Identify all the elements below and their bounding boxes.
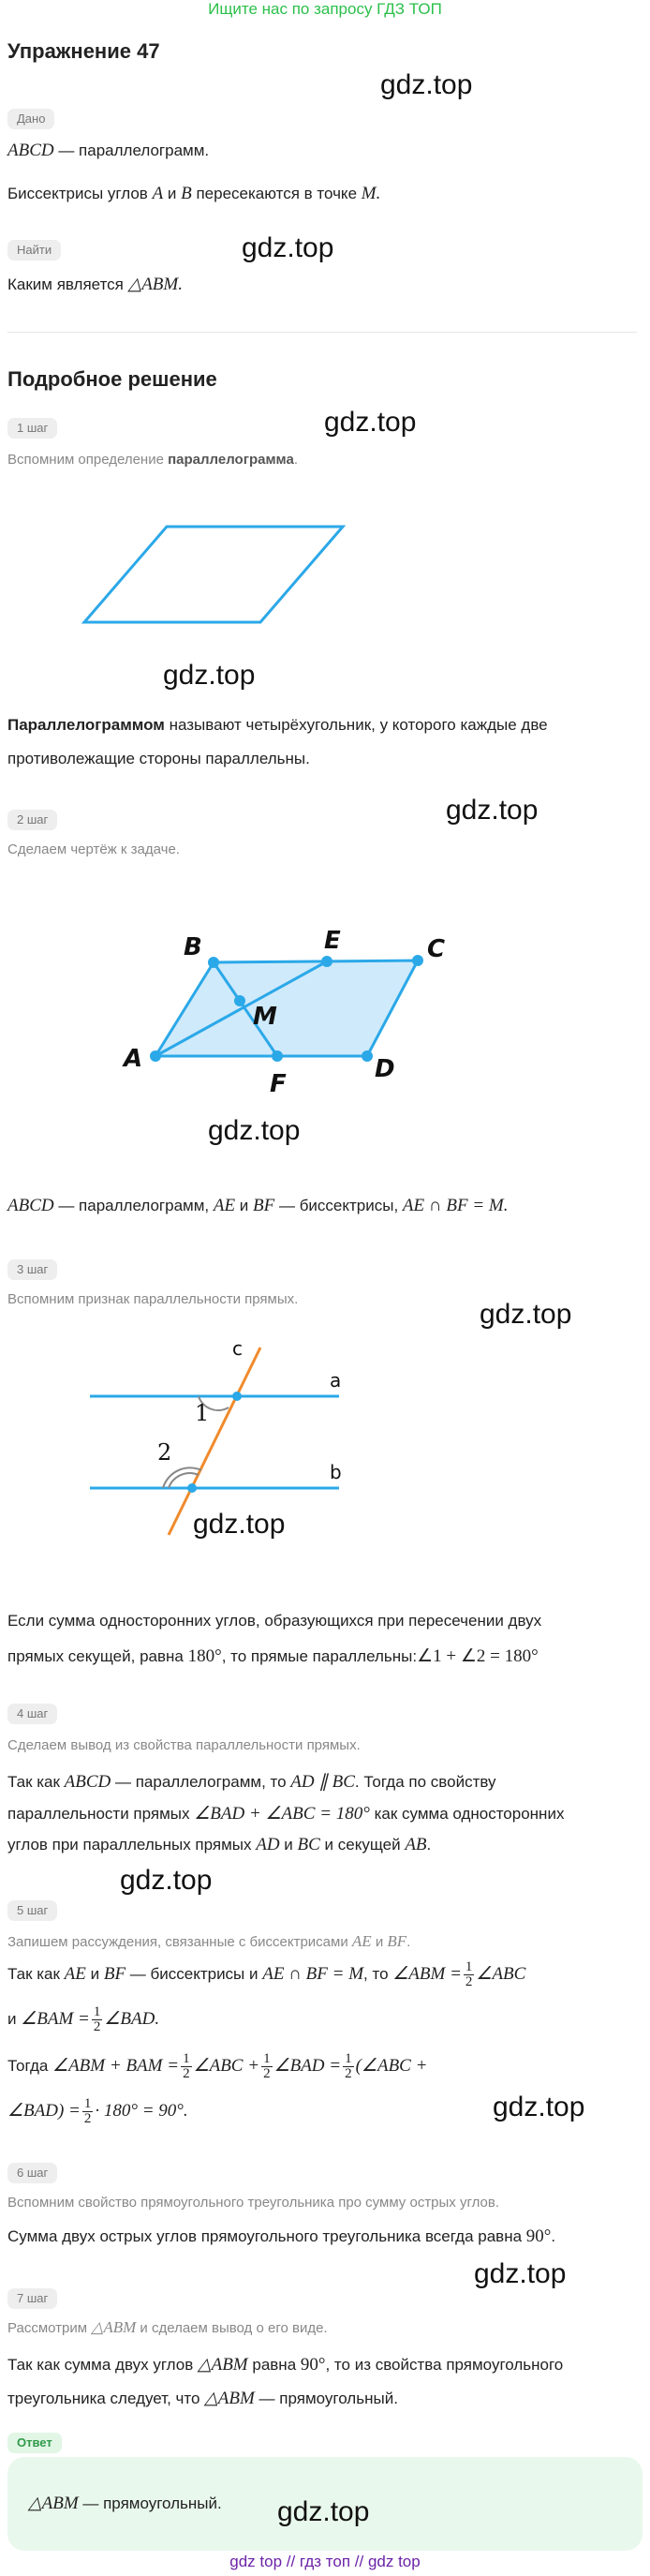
fraction-half: $\frac{1}{2}$	[345, 2051, 352, 2081]
step-2-chip: 2 шаг	[7, 810, 57, 830]
step-7-line-2: треугольника следует, что △ABM — прямоугольный.	[7, 2389, 398, 2408]
point-d	[362, 1050, 373, 1062]
step-3-note: Вспомним признак параллельности прямых.	[7, 1291, 299, 1307]
angle-1-label: 1	[195, 1400, 210, 1426]
point-b	[208, 957, 219, 968]
step-6-note: Вспомним свойство прямоугольного треугольника про сумму острых углов.	[7, 2195, 500, 2211]
watermark: gdz.top	[242, 232, 334, 263]
step-4-line-1: Так как ABCD — параллелограмм, то AD ∥ BC. Тогда по свойству	[7, 1772, 496, 1792]
task-drawing	[112, 923, 459, 1092]
step-4-chip: 4 шаг	[7, 1704, 57, 1724]
answer-chip: Ответ	[7, 2433, 62, 2453]
search-banner: Ищите нас по запросу ГДЗ ТОП	[208, 0, 442, 18]
label-f: F	[270, 1070, 287, 1092]
point-m	[234, 995, 245, 1006]
watermark: gdz.top	[493, 2092, 585, 2122]
step-4-line-2: параллельности прямых ∠BAD + ∠ABC = 180° как сумма односторонних	[7, 1804, 565, 1824]
watermark: gdz.top	[446, 795, 539, 826]
watermark: gdz.top	[163, 660, 256, 691]
step-5-line-2: и ∠BAM = $\frac{1}{2}$ ∠BAD.	[7, 2004, 160, 2034]
label-e: E	[324, 927, 341, 955]
footer-links[interactable]: gdz top // гдз топ // gdz top	[229, 2553, 421, 2570]
solution-title: Подробное решение	[7, 367, 217, 391]
step-5-line-3: Тогда ∠ABM + BAM = $\frac{1}{2}$ ∠ABC + $\frac{1}{2}$ ∠BAD = $\frac{1}{2}$ (∠ABC +	[7, 2051, 428, 2081]
watermark: gdz.top	[277, 2496, 370, 2527]
step-2-note: Сделаем чертёж к задаче.	[7, 841, 180, 857]
label-a: A	[124, 1045, 143, 1073]
step-3-chip: 3 шаг	[7, 1259, 57, 1280]
given-line-2: Биссектрисы углов A и B пересекаются в точке M.	[7, 184, 381, 203]
parallelogram-figure	[75, 517, 356, 630]
step-1-definition: Параллелограммом называют четырёхугольник, у которого каждые две	[7, 716, 548, 734]
step-5-line-4: ∠BAD) = $\frac{1}{2}$ · 180° = 90°.	[7, 2096, 188, 2126]
point-c	[412, 955, 423, 966]
fraction-half: $\frac{1}{2}$	[183, 2051, 190, 2081]
step-7-note: Рассмотрим △ABM и сделаем вывод о его виде.	[7, 2318, 328, 2336]
given-chip: Дано	[7, 109, 54, 129]
watermark: gdz.top	[120, 1865, 213, 1896]
exercise-title: Упражнение 47	[7, 39, 160, 63]
step-5-line-1: Так как AE и BF — биссектрисы и AE ∩ BF = M, то ∠ABM = $\frac{1}{2}$ ∠ABC	[7, 1959, 526, 1989]
step-5-note: Запишем рассуждения, связанные с биссектрисами AE и BF.	[7, 1932, 411, 1950]
step-4-line-3: углов при параллельных прямых AD и BC и секущей AB.	[7, 1835, 432, 1854]
step-1-chip: 1 шаг	[7, 418, 57, 439]
watermark: gdz.top	[474, 2258, 567, 2289]
step-7-chip: 7 шаг	[7, 2288, 57, 2309]
watermark: gdz.top	[208, 1115, 301, 1146]
label-m: M	[253, 1003, 277, 1031]
fraction-half: $\frac{1}{2}$	[263, 2051, 271, 2081]
angle-2-label: 2	[157, 1439, 172, 1466]
fraction-half: $\frac{1}{2}$	[465, 1959, 473, 1989]
label-a: a	[330, 1369, 342, 1392]
step-2-summary: ABCD — параллелограмм, AE и BF — биссектрисы, AE ∩ BF = M.	[7, 1196, 509, 1215]
label-b: b	[330, 1461, 342, 1483]
step-6-chip: 6 шаг	[7, 2163, 57, 2183]
step-4-note: Сделаем вывод из свойства параллельности прямых.	[7, 1737, 361, 1753]
find-chip: Найти	[7, 240, 61, 261]
fraction-half: $\frac{1}{2}$	[83, 2096, 92, 2126]
step-6-line-1: Сумма двух острых углов прямоугольного треугольника всегда равна 90°.	[7, 2226, 556, 2246]
step-3-line-1: Если сумма односторонних углов, образующихся при пересечении двух	[7, 1612, 542, 1630]
point-a	[150, 1050, 161, 1062]
answer-text: △ABM — прямоугольный.	[28, 2494, 222, 2513]
given-line-1: ABCD — параллелограмм.	[7, 141, 210, 160]
fraction-half: $\frac{1}{2}$	[93, 2004, 101, 2034]
divider	[7, 332, 637, 333]
point-e	[321, 956, 332, 967]
step-3-line-2: прямых секущей, равна 180°, то прямые параллельны:∠1 + ∠2 = 180°	[7, 1646, 539, 1666]
step-7-line-1: Так как сумма двух углов △ABM равна 90°, то из свойства прямоугольного	[7, 2355, 564, 2375]
label-c: C	[427, 935, 446, 963]
point-f	[272, 1050, 283, 1062]
step-1-note: Вспомним определение параллелограмма.	[7, 452, 298, 468]
label-b: B	[184, 933, 202, 961]
watermark: gdz.top	[380, 69, 473, 100]
watermark: gdz.top	[193, 1509, 286, 1540]
step-5-chip: 5 шаг	[7, 1900, 57, 1921]
step-1-definition-line-2: противолежащие стороны параллельны.	[7, 750, 310, 767]
watermark: gdz.top	[324, 407, 417, 438]
watermark: gdz.top	[480, 1299, 572, 1330]
label-c: c	[232, 1337, 243, 1360]
find-line: Каким является △ABM.	[7, 275, 183, 294]
label-d: D	[375, 1055, 395, 1083]
